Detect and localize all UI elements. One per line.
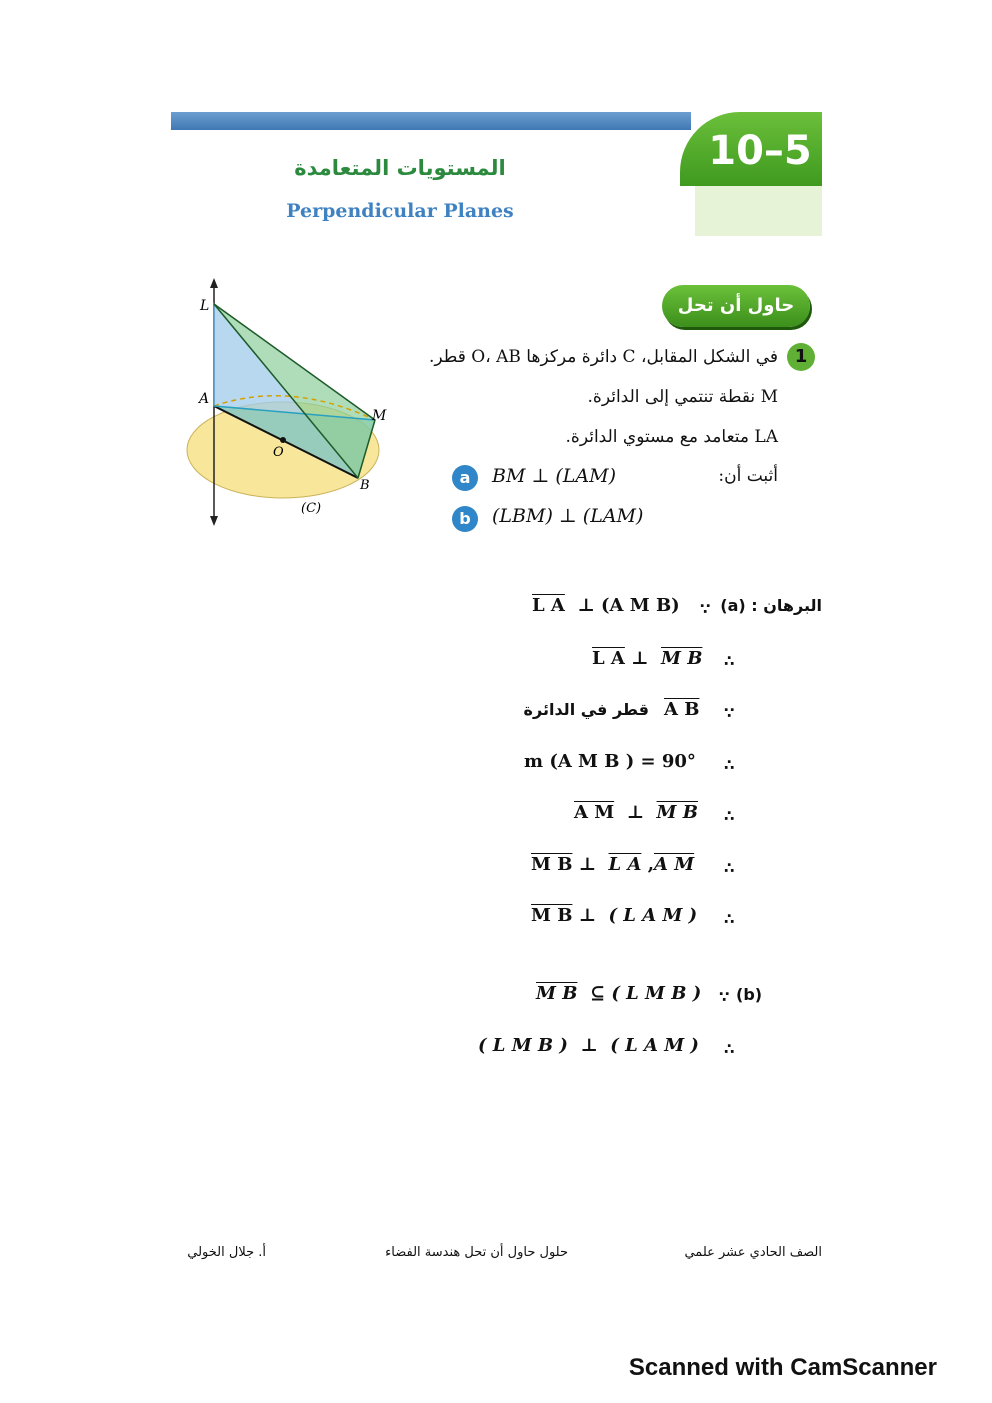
segment-mb: M B bbox=[661, 648, 703, 669]
segment-ab: A B bbox=[664, 699, 700, 720]
lesson-tab-light bbox=[695, 186, 822, 236]
therefore-symbol: ∴ bbox=[724, 756, 735, 774]
part-b-badge: b bbox=[452, 506, 478, 532]
arrow-down-icon bbox=[210, 516, 218, 526]
footer-grade: الصف الحادي عشر علمي bbox=[684, 1245, 822, 1260]
segment-la: L A bbox=[592, 648, 625, 669]
lesson-title-english: Perpendicular Planes bbox=[286, 200, 514, 222]
proof-step-1 bbox=[532, 595, 680, 616]
camscanner-watermark: Scanned with CamScanner bbox=[628, 1354, 937, 1381]
because-symbol: ∵ bbox=[724, 704, 735, 722]
try-it-badge: حاول أن تحل bbox=[662, 285, 810, 327]
proof-heading: البرهان : (a) bbox=[720, 596, 822, 615]
segment-mb: M B bbox=[656, 802, 698, 823]
segment-la: L A bbox=[608, 854, 642, 875]
label-c: (C) bbox=[301, 501, 322, 516]
proof-step-7 bbox=[531, 905, 697, 926]
subset-symbol: ⊆ bbox=[589, 983, 606, 1004]
arrow-up-icon bbox=[210, 278, 218, 288]
therefore-symbol: ∴ bbox=[724, 807, 735, 825]
segment-la: L A bbox=[532, 595, 565, 616]
lesson-title-arabic: المستويات المتعامدة bbox=[294, 156, 506, 180]
perp-symbol: ⊥ bbox=[578, 854, 596, 875]
proof-step-8 bbox=[536, 983, 701, 1004]
prove-label: أثبت أن: bbox=[718, 466, 778, 486]
question-line-3: LA متعامد مع مستوي الدائرة. bbox=[565, 427, 778, 447]
plane-amb-text: (A M B) bbox=[601, 595, 680, 616]
segment-am: A M bbox=[653, 854, 695, 875]
perp-symbol: ⊥ bbox=[626, 802, 644, 823]
header-blue-bar bbox=[171, 112, 691, 130]
therefore-symbol: ∴ bbox=[724, 652, 735, 670]
center-point-o bbox=[280, 437, 286, 443]
proof-step-4: m (A M B ) = 90° bbox=[524, 751, 696, 772]
perp-symbol: ⊥ bbox=[577, 595, 595, 616]
segment-mb: M B bbox=[531, 905, 573, 926]
perp-symbol: ⊥ bbox=[580, 1035, 598, 1056]
because-symbol: ∵ bbox=[700, 600, 711, 618]
diameter-text: قطر في الدائرة bbox=[523, 700, 649, 719]
plane-lam-text: ( L A M ) bbox=[610, 1035, 699, 1056]
comma: , bbox=[647, 854, 654, 875]
segment-mb: M B bbox=[536, 983, 578, 1004]
label-l: L bbox=[200, 298, 210, 314]
part-a-statement: BM ⊥ (LAM) bbox=[492, 465, 616, 487]
label-b: B bbox=[360, 478, 370, 493]
therefore-symbol: ∴ bbox=[724, 859, 735, 877]
lesson-number: 10–5 bbox=[708, 128, 812, 174]
therefore-symbol: ∴ bbox=[724, 910, 735, 928]
proof-step-6 bbox=[531, 854, 694, 875]
perp-symbol: ⊥ bbox=[631, 648, 649, 669]
proof-step-9 bbox=[478, 1035, 699, 1056]
plane-lam-text: ( L A M ) bbox=[608, 905, 698, 926]
proof-step-2 bbox=[592, 648, 702, 669]
question-line-1: في الشكل المقابل، C دائرة مركزها O، AB قطر. bbox=[429, 347, 778, 367]
segment-am: A M bbox=[574, 802, 615, 823]
because-symbol: ∵ bbox=[719, 988, 730, 1006]
plane-lmb-text: ( L M B ) bbox=[478, 1035, 568, 1056]
footer-author: أ. جلال الخولي bbox=[187, 1245, 266, 1260]
label-o: O bbox=[273, 445, 284, 460]
label-m: M bbox=[372, 408, 387, 424]
proof-step-5 bbox=[574, 802, 698, 823]
part-a-badge: a bbox=[452, 465, 478, 491]
plane-lmb-text: ( L M B ) bbox=[611, 983, 702, 1004]
geometry-figure bbox=[170, 270, 400, 530]
footer-subject: حلول حاول أن تحل هندسة الفضاء bbox=[385, 1245, 568, 1260]
question-line-2: M نقطة تنتمي إلى الدائرة. bbox=[587, 387, 778, 407]
therefore-symbol: ∴ bbox=[724, 1040, 735, 1058]
part-b-label: (b) bbox=[736, 985, 763, 1004]
segment-mb: M B bbox=[531, 854, 573, 875]
question-number: 1 bbox=[787, 343, 815, 371]
label-a: A bbox=[199, 391, 210, 407]
perp-symbol: ⊥ bbox=[578, 905, 596, 926]
part-b-statement: (LBM) ⊥ (LAM) bbox=[492, 505, 644, 527]
